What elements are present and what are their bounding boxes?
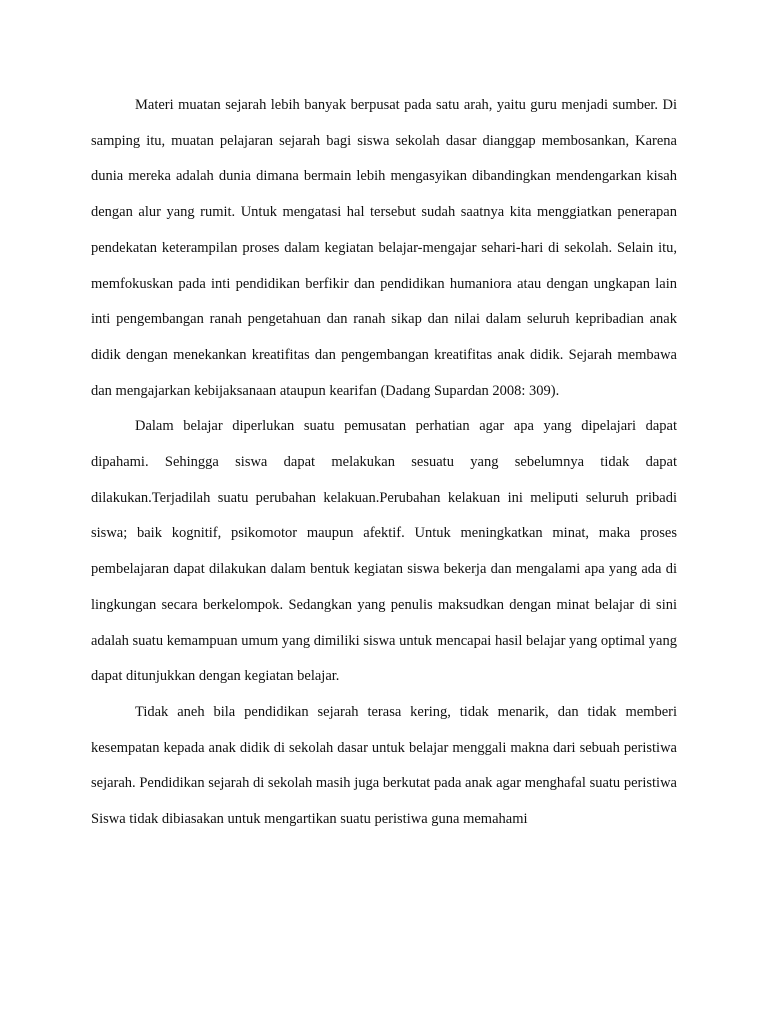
paragraph-2: Dalam belajar diperlukan suatu pemusatan perhatian agar apa yang dipelajari dapat dipahami. Sehingga siswa dapat melakukan sesuatu yang sebelumnya tidak dapat dilakukan.Terjadilah suatu perubahan kelakuan.Perubahan kelakuan ini meliputi seluruh pribadi siswa; baik kognitif, psikomotor maupun afektif. Untuk meningkatkan minat, maka proses pembelajaran dapat dilakukan dalam bentuk kegiatan siswa bekerja dan mengalami apa yang ada di lingkungan secara berkelompok. Sedangkan yang penulis maksudkan dengan minat belajar di sini adalah suatu kemampuan umum yang dimiliki siswa untuk mencapai hasil belajar yang optimal yang dapat ditunjukkan dengan kegiatan belajar. — [91, 418, 677, 685]
paragraph-1: Materi muatan sejarah lebih banyak berpusat pada satu arah, yaitu guru menjadi sumber. Di samping itu, muatan pelajaran sejarah bagi siswa sekolah dasar dianggap membosankan, Karena dunia mereka adalah dunia dimana bermain lebih mengasyikan dibandingkan mendengarkan kisah dengan alur yang rumit. Untuk mengatasi hal tersebut sudah saatnya kita menggiatkan penerapan pendekatan keterampilan proses dalam kegiatan belajar-mengajar sehari-hari di sekolah. Selain itu, memfokuskan pada inti pendidikan berfikir dan pendidikan humaniora atau dengan ungkapan lain inti pengembangan ranah pengetahuan dan ranah sikap dan nilai dalam seluruh kepribadian anak didik dengan menekankan kreatifitas dan pengembangan kreatifitas anak didik. Sejarah membawa dan mengajarkan kebijaksanaan ataupun kearifan (Dadang Supardan 2008: 309). — [91, 97, 677, 399]
document-body — [91, 88, 677, 838]
paragraph-3: Tidak aneh bila pendidikan sejarah terasa kering, tidak menarik, dan tidak memberi kesempatan kepada anak didik di sekolah dasar untuk belajar menggali makna dari sebuah peristiwa sejarah. Pendidikan sejarah di sekolah masih juga berkutat pada anak agar menghafal suatu peristiwa Siswa tidak dibiasakan untuk mengartikan suatu peristiwa guna memahami — [91, 703, 677, 828]
